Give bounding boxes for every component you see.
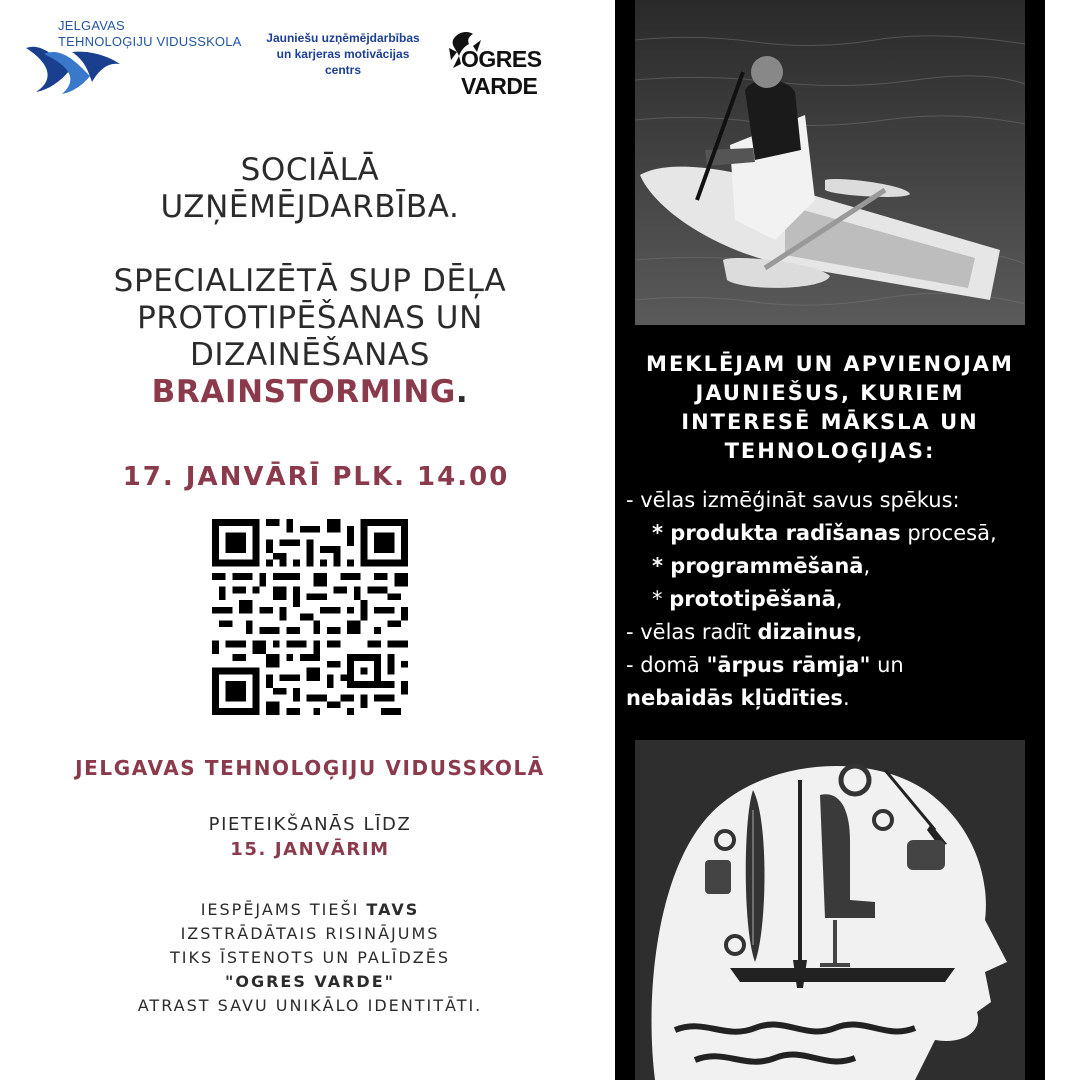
closing-l1a: IESPĒJAMS TIEŠI	[200, 900, 367, 919]
list-item-text: ,	[835, 587, 843, 611]
center-line2: un karjeras motivācijas	[276, 47, 410, 61]
deadline-date: 15. JANVĀRIM	[230, 839, 390, 860]
closing-line5: ATRAST SAVU UNIKĀLO IDENTITĀTI.	[137, 996, 483, 1015]
title-line1: SOCIĀLĀ	[240, 152, 380, 188]
closing-line2: IZSTRĀDĀTAIS RISINĀJUMS	[180, 924, 440, 943]
closing-line3: TIKS ĪSTENOTS UN PALĪDZĒS	[169, 948, 451, 967]
list-item-bold: "ārpus rāmja"	[706, 653, 871, 677]
list-item-text: procesā,	[900, 521, 997, 545]
list-item	[626, 583, 1046, 616]
list-item	[626, 616, 1046, 649]
list-item-bold: * produkta radīšanas	[652, 521, 901, 545]
list-item-text: un	[870, 653, 904, 677]
list-item-bold: * programmēšanā	[652, 554, 864, 578]
deadline-label: PIETEIKŠANĀS LĪDZ	[208, 814, 412, 835]
heading-line1: MEKLĒJAM UN APVIENOJAM	[646, 352, 1014, 376]
list-item-text: .	[842, 686, 850, 710]
list-item-text: - domā	[626, 653, 707, 677]
ogres-varde-logo	[447, 26, 607, 99]
event-date: 17. JANVĀRĪ PLK. 14.00	[122, 462, 510, 492]
head-illustration	[635, 740, 1025, 1080]
title-line3: SPECIALIZĒTĀ SUP DĒĻA	[113, 263, 507, 299]
sup-board-photo	[635, 0, 1025, 325]
title-accent-end: .	[455, 374, 469, 410]
list-item	[626, 649, 1046, 682]
center-line1: Jauniešu uzņēmējdarbības	[266, 31, 420, 45]
youth-center-logo	[248, 30, 438, 78]
heading-line3: INTERESĒ MĀKSLA UN	[681, 410, 979, 434]
closing-line4: "OGRES VARDE"	[225, 972, 395, 991]
list-item	[626, 517, 1046, 550]
heading-line4: TEHNOLOĢIJAS:	[724, 439, 936, 463]
wave-logo-icon	[26, 42, 122, 96]
closing-l1b: TAVS	[366, 900, 420, 919]
school-logo-line1: JELGAVAS	[58, 18, 125, 33]
school-logo	[26, 18, 246, 100]
center-line3: centrs	[324, 63, 362, 77]
list-item-text: *	[652, 587, 670, 611]
requirements-list	[626, 484, 1046, 715]
closing-text	[0, 898, 620, 1018]
list-item-text: - vēlas radīt	[626, 620, 758, 644]
page-title	[0, 152, 620, 411]
list-item-text: ,	[855, 620, 863, 644]
qr-code-icon[interactable]	[212, 519, 408, 715]
title-line5: DIZAINĒŠANAS	[189, 337, 431, 373]
target-audience-heading	[615, 350, 1045, 466]
heading-line2: JAUNIEŠUS, KURIEM	[695, 381, 965, 405]
title-accent-line	[0, 374, 620, 411]
title-line4: PROTOTIPĒŠANAS UN	[137, 300, 483, 336]
head-illustration-image	[635, 740, 1025, 1080]
list-item	[626, 550, 1046, 583]
closing-line1	[0, 898, 620, 922]
list-item-bold: prototipēšanā	[669, 587, 836, 611]
list-item: - vēlas izmēģināt savus spēkus:	[626, 488, 960, 512]
list-item-text: ,	[863, 554, 871, 578]
sup-board-image	[635, 0, 1025, 325]
list-item-bold: nebaidās kļūdīties	[626, 686, 843, 710]
list-item	[626, 682, 1046, 715]
event-location: JELGAVAS TEHNOLOĢIJU VIDUSSKOLĀ	[75, 756, 545, 780]
school-logo-line2: TEHNOLOĢIJU VIDUSSKOLA	[58, 34, 242, 49]
title-line2: UZŅĒMĒJDARBĪBA.	[160, 189, 460, 225]
registration-deadline	[0, 812, 620, 862]
ogres-logo-text: OGRES VARDE	[461, 46, 542, 99]
title-accent: BRAINSTORMING	[151, 374, 456, 410]
list-item-bold: dizainus	[757, 620, 856, 644]
